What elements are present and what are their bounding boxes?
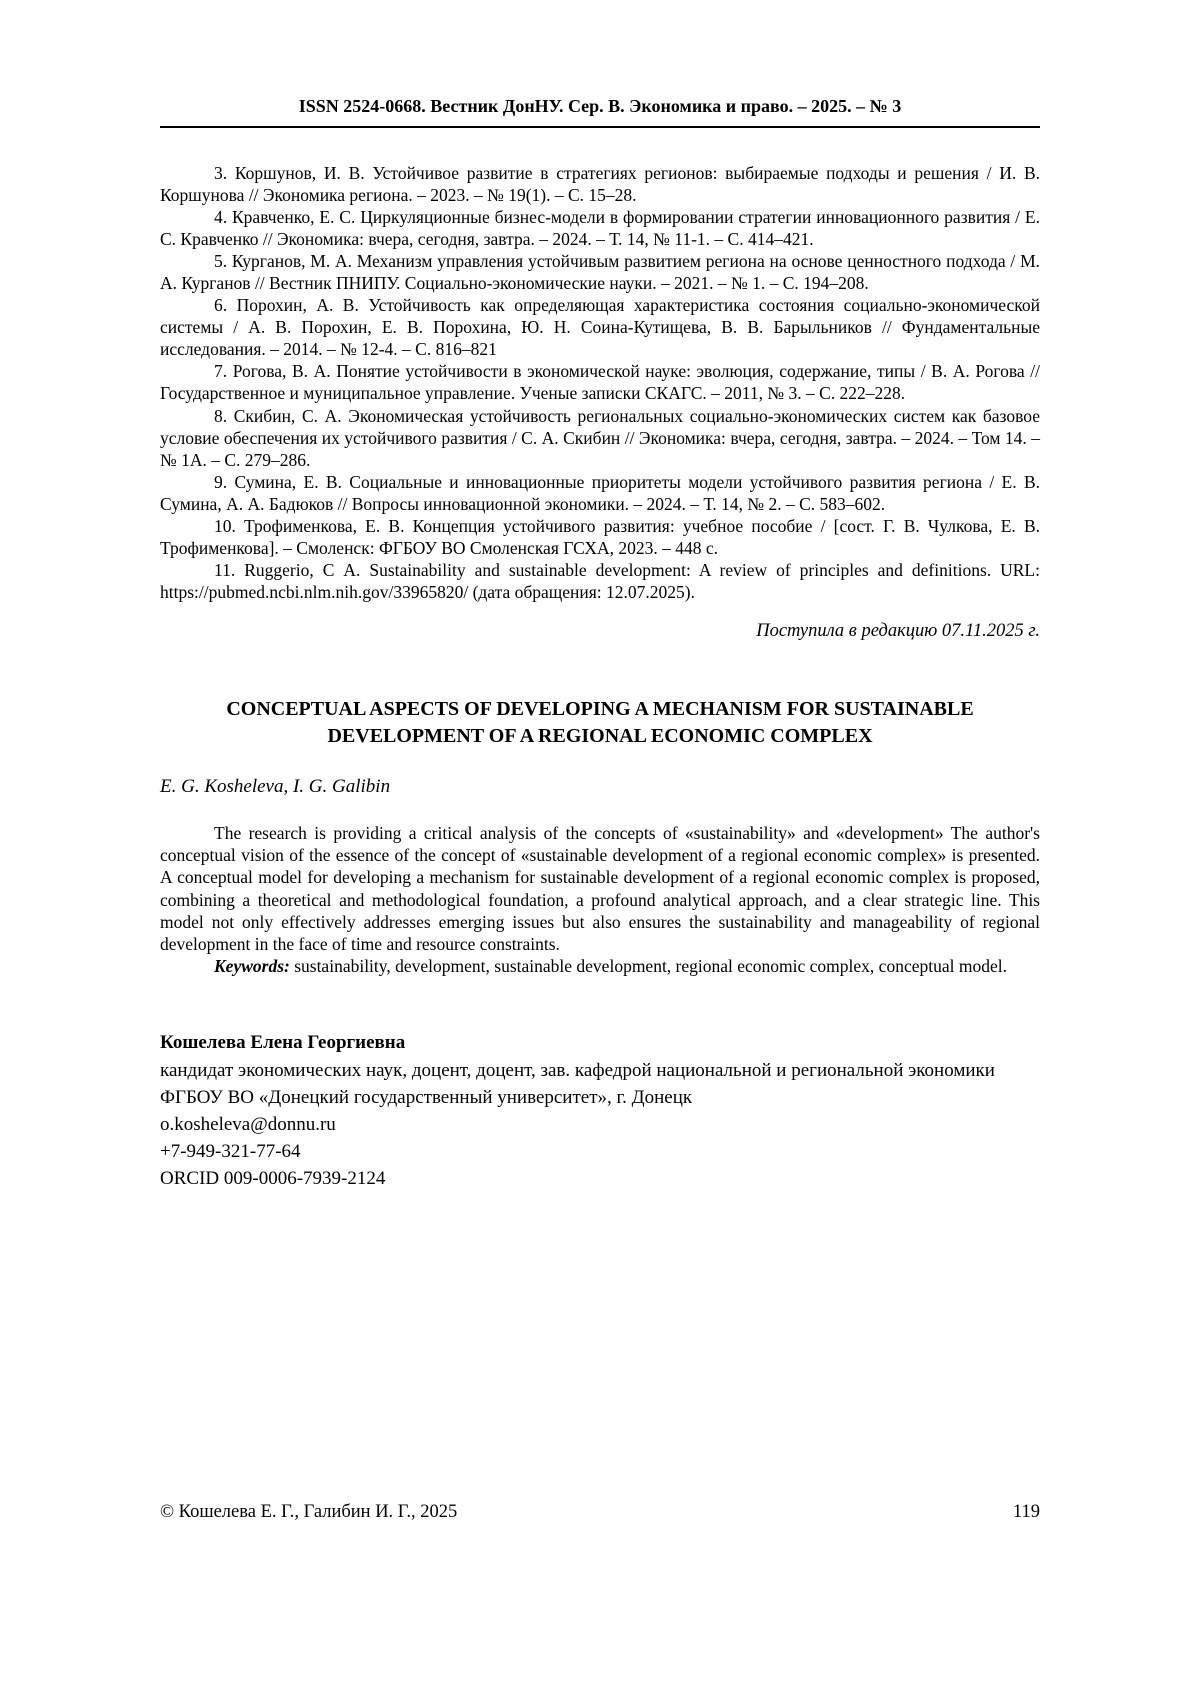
article-title-en: CONCEPTUAL ASPECTS OF DEVELOPING A MECHANISM FOR SUSTAINABLE DEVELOPMENT OF A REGIONAL ECONOMIC COMPLEX	[226, 697, 974, 747]
received-note: Поступила в редакцию 07.11.2025 г.	[756, 620, 1040, 641]
page-footer	[160, 1502, 1040, 1523]
keywords-text: sustainability, development, sustainable development, regional economic complex, conceptual model.	[289, 956, 1007, 977]
reference-item-5: 5. Курганов, М. А. Механизм управления устойчивым развитием региона на основе ценностного подхода / М. А. Курганов // Вестник ПНИПУ. Социально-экономические науки. – 2021. – № 1. – С. 194–208.	[160, 251, 1040, 294]
author-phone: +7-949-321-77-64	[160, 1141, 301, 1163]
author-orcid: ORCID 009-0006-7939-2124	[160, 1168, 386, 1190]
author-info-block	[160, 1029, 1040, 1192]
reference-item-4: 4. Кравченко, Е. С. Циркуляционные бизнес-модели в формировании стратегии инновационного развития / Е. С. Кравченко // Экономика: вчера, сегодня, завтра. – 2024. – Т. 14, № 11-1. – С. 414–421.	[160, 207, 1040, 250]
abstract-text: The research is providing a critical analysis of the concepts of «sustainability» and «development» The author's conceptual vision of the essence of the concept of «sustainable development of a regional economic complex» is presented. A conceptual model for developing a mechanism for sustainable development of a regional economic complex is proposed, combining a theoretical and methodological foundation, a profound analytical approach, and a clear strategic line. This model not only effectively addresses emerging issues but also ensures the sustainability and manageability of regional development in the face of time and resource constraints.	[160, 822, 1040, 955]
reference-item-8: 8. Скибин, С. А. Экономическая устойчивость региональных социально-экономических систем как базовое условие обеспечения их устойчивого развития / С. А. Скибин // Экономика: вчера, сегодня, завтра. – 2024. – Том 14. – № 1А. – С. 279–286.	[160, 405, 1040, 470]
author-affiliation: ФГБОУ ВО «Донецкий государственный университет», г. Донецк	[160, 1086, 693, 1108]
reference-item-9: 9. Сумина, Е. В. Социальные и инновационные приоритеты модели устойчивого развития региона / Е. В. Сумина, А. А. Бадюков // Вопросы инновационной экономики. – 2024. – Т. 14, № 2. – С. 583–602.	[160, 471, 1040, 514]
reference-item-3: 3. Коршунов, И. В. Устойчивое развитие в стратегиях регионов: выбираемые подходы и решения / И. В. Коршунова // Экономика региона. – 2023. – № 19(1). – С. 15–28.	[160, 163, 1040, 206]
author-position: кандидат экономических наук, доцент, доцент, зав. кафедрой национальной и региональной экономики	[160, 1059, 995, 1081]
author-email: o.kosheleva@donnu.ru	[160, 1113, 336, 1135]
reference-item-6: 6. Порохин, А. В. Устойчивость как определяющая характеристика состояния социально-экономической системы / А. В. Порохин, Е. В. Порохина, Ю. Н. Соина-Кутищева, В. В. Барыльников // Фундаментальные исследования. – 2014. – № 12-4. – С. 816–821	[160, 295, 1040, 360]
keywords-line	[160, 955, 1040, 977]
reference-item-10: 10. Трофименкова, Е. В. Концепция устойчивого развития: учебное пособие / [сост. Г. В. Чулкова, Е. В. Трофименкова]. – Смоленск: ФГБОУ ВО Смоленская ГСХА, 2023. – 448 с.	[160, 515, 1040, 558]
abstract-block	[160, 822, 1040, 978]
journal-header: ISSN 2524-0668. Вестник ДонНУ. Сер. В. Экономика и право. – 2025. – № 3	[160, 96, 1040, 128]
references-list	[160, 162, 1040, 603]
author-name: Кошелева Елена Георгиевна	[160, 1032, 406, 1054]
copyright-note: © Кошелева Е. Г., Галибин И. Г., 2025	[160, 1502, 458, 1522]
article-authors-en: E. G. Kosheleva, I. G. Galibin	[160, 775, 391, 797]
keywords-label: Keywords:	[214, 956, 290, 977]
reference-item-11: 11. Ruggerio, C А. Sustainability and sustainable development: A review of principles and definitions. URL: https://pubmed.ncbi.nlm.nih.gov/33965820/ (дата обращения: 12.07.2025).	[160, 559, 1040, 602]
reference-item-7: 7. Рогова, В. А. Понятие устойчивости в экономической науке: эволюция, содержание, типы / В. А. Рогова // Государственное и муниципальное управление. Ученые записки СКАГС. – 2011, № 3. – С. 222–228.	[160, 361, 1040, 404]
page-number: 119	[1012, 1502, 1040, 1522]
